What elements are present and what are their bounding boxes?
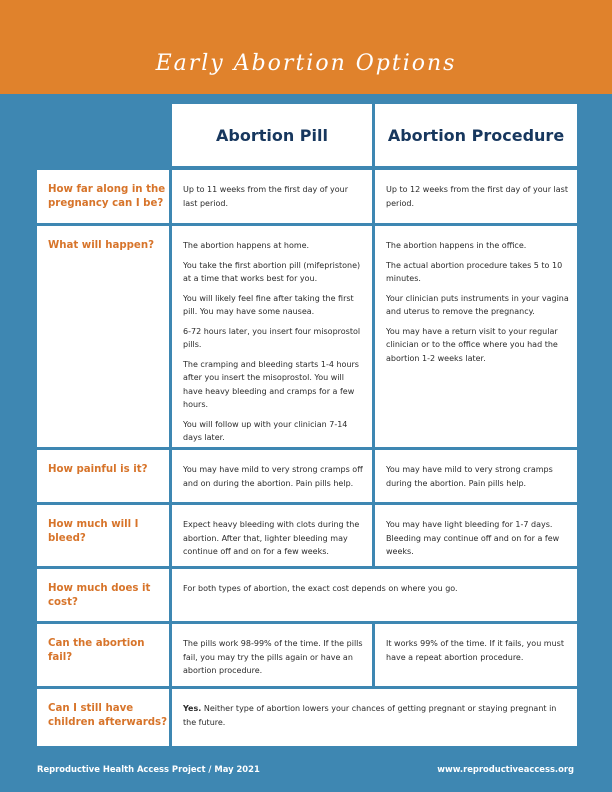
row-question: How much does it cost? [37, 569, 169, 621]
row-question: How far along in the pregnancy can I be? [37, 170, 169, 223]
table-row [37, 689, 577, 746]
table-row [37, 170, 577, 223]
row-question: What will happen? [37, 226, 169, 447]
answer-text: You may have mild to very strong cramps off and on during the abortion. Pain pills help. [183, 465, 363, 488]
answer-text: The abortion happens in the office. [386, 241, 527, 250]
procedure-answer [375, 226, 577, 447]
footer-credit: Reproductive Health Access Project / May 2021 [37, 764, 260, 774]
column-header-pill: Abortion Pill [172, 104, 372, 166]
footer-website: www.reproductiveaccess.org [437, 764, 574, 774]
answer-text: The actual abortion procedure takes 5 to 10 minutes. [386, 260, 563, 283]
answer-text: 6-72 hours later, you insert four misoprostol pills. [183, 326, 361, 349]
shared-answer [172, 689, 577, 746]
answer-text: You may have light bleeding for 1-7 days. Bleeding may continue off and on for a few weeks. [386, 520, 560, 556]
row-question: How painful is it? [37, 450, 169, 502]
pill-answer [172, 170, 372, 223]
title-banner [0, 0, 612, 94]
table-row [37, 505, 577, 566]
table-row [37, 569, 577, 621]
answer-text: You may have a return visit to your regular clinician or to the office where you had the abortion 1-2 weeks later. [386, 326, 558, 363]
pill-answer [172, 450, 372, 502]
answer-emphasis: Yes. [183, 704, 202, 713]
pill-answer [172, 624, 372, 686]
shared-answer [172, 569, 577, 621]
answer-text: The pills work 98-99% of the time. If the pills fail, you may try the pills again or have an abortion procedure. [183, 639, 363, 675]
procedure-answer [375, 624, 577, 686]
answer-text: It works 99% of the time. If it fails, you must have a repeat abortion procedure. [386, 639, 564, 662]
pill-answer [172, 226, 372, 447]
answer-text: Up to 11 weeks from the first day of your last period. [183, 185, 349, 208]
procedure-answer [375, 505, 577, 566]
answer-text: The cramping and bleeding starts 1-4 hours after you insert the misoprostol. You will have heavy bleeding and cramps for a few hours. [183, 359, 359, 409]
answer-text: You will likely feel fine after taking the first pill. You may have some nausea. [183, 293, 354, 316]
procedure-answer [375, 170, 577, 223]
table-row [37, 450, 577, 502]
answer-text: You will follow up with your clinician 7-14 days later. [183, 419, 348, 442]
answer-text: Expect heavy bleeding with clots during the abortion. After that, lighter bleeding may continue off and on for a few weeks. [183, 520, 360, 556]
procedure-answer [375, 450, 577, 502]
table-row [37, 226, 577, 447]
answer-text: For both types of abortion, the exact cost depends on where you go. [183, 584, 458, 593]
column-header-procedure: Abortion Procedure [375, 104, 577, 166]
answer-text: The abortion happens at home. [183, 241, 310, 250]
answer-text-rest: Neither type of abortion lowers your chances of getting pregnant or staying pregnant in the future. [183, 704, 557, 727]
row-question: Can I still have children afterwards? [37, 689, 169, 746]
row-question: Can the abortion fail? [37, 624, 169, 686]
page-title: Early Abortion Options [155, 51, 457, 76]
row-question: How much will I bleed? [37, 505, 169, 566]
answer-text: You may have mild to very strong cramps during the abortion. Pain pills help. [386, 465, 553, 488]
pill-answer [172, 505, 372, 566]
answer-text [183, 702, 569, 729]
table-row [37, 624, 577, 686]
answer-text: Up to 12 weeks from the first day of your last period. [386, 185, 568, 208]
answer-text: Your clinician puts instruments in your vagina and uterus to remove the pregnancy. [386, 293, 569, 316]
answer-text: You take the first abortion pill (mifepristone) at a time that works best for you. [183, 260, 361, 283]
